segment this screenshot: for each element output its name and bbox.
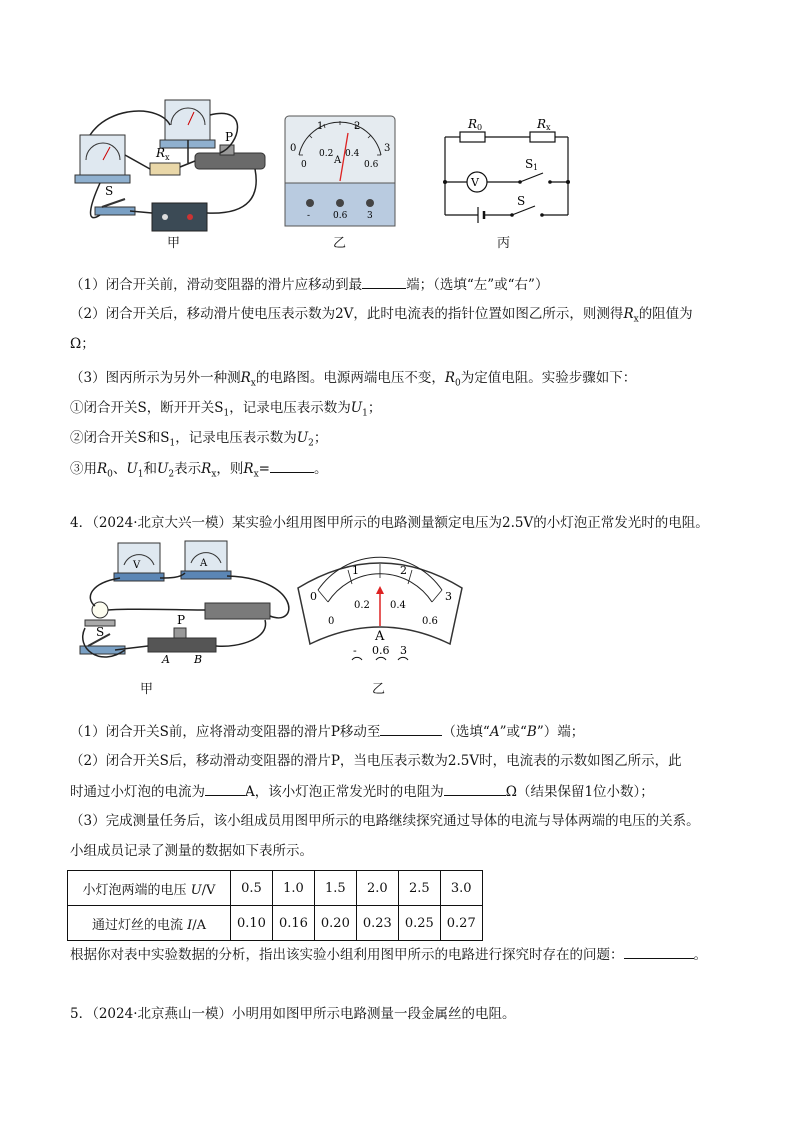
p3-step1: ①闭合开关S，断开开关$S_1$，记录电压表示数为$U_1$；: [70, 400, 382, 419]
v-symbol: V: [471, 176, 479, 189]
p4-top-scale-2: 2: [400, 564, 407, 577]
p4-terminal-3: 3: [400, 644, 407, 657]
voltage-header: 小灯泡两端的电压 U/V: [68, 871, 231, 906]
s1-sub: 1: [533, 163, 539, 172]
unit-label: A: [334, 155, 342, 166]
p5-header: 5．（2024·北京燕山一模）小明用如图甲所示电路测量一段金属丝的电阻。: [70, 1006, 516, 1022]
p-label: P: [225, 130, 234, 144]
table-cell: 0.16: [272, 906, 314, 941]
p4-q3-line1: （3）完成测量任务后，该小组成员用图甲所示的电路继续探究通过导体的电流与导体两端的电压的关系。: [70, 813, 700, 829]
p4-q1: （1）闭合开关S前，应将滑动变阻器的滑片P移动至 （选填“A”或“B”）端；: [70, 721, 584, 742]
p3-q2: （2）闭合开关后，移动滑片使电压表示数为2V，此时电流表的指针位置如图乙所示，则测得$R_x$的阻值为: [70, 306, 693, 325]
rx-sub: x: [165, 153, 170, 162]
top-scale-2: 2: [354, 121, 361, 132]
top-scale-1: 1: [317, 121, 324, 132]
rx-circuit-label: R: [537, 117, 547, 131]
fig4-caption-yi: 乙: [372, 682, 386, 697]
table-cell: 3.0: [440, 871, 482, 906]
s-label-4: S: [96, 625, 105, 639]
table-cell: 0.25: [398, 906, 440, 941]
p-label-4: P: [177, 613, 186, 627]
table-cell: 0.27: [440, 906, 482, 941]
figure3-yi-ammeter: [284, 115, 396, 227]
figure3-jia-apparatus: [70, 95, 280, 245]
fig4-caption-jia: 甲: [140, 682, 154, 697]
bottom-scale-1: 0.2: [319, 149, 334, 159]
table-cell: 0.5: [231, 871, 273, 906]
p4-q3-line2: 小组成员记录了测量的数据如下表所示。: [70, 843, 313, 859]
p4-top-scale-0: 0: [310, 590, 317, 603]
figure3-bing-circuit: [440, 115, 575, 225]
p3-q1: （1）闭合开关前，滑动变阻器的滑片应移动到最 端；（选填“左”或“右”）: [70, 274, 548, 295]
table-cell: 0.23: [356, 906, 398, 941]
data-table: [67, 870, 483, 941]
p4-header: 4．（2024·北京大兴一模）某实验小组用图甲所示的电路测量额定电压为2.5V的小灯泡正常发光时的电阻。: [70, 515, 709, 531]
p3-step3: ③用$R_0$、$U_1$和$U_2$表示$R_x$，则$R_x=$ 。: [70, 458, 327, 485]
terminal-minus: -: [307, 211, 311, 221]
p4-q2-line1: （2）闭合开关S后，移动滑动变阻器的滑片P，当电压表示数为2.5V时，电流表的示数如图乙所示，此: [70, 753, 682, 769]
fig3-caption-bing: 丙: [497, 236, 511, 251]
terminal-a-label: A: [162, 653, 170, 666]
p4-top-scale-1: 1: [352, 564, 359, 577]
s-label: S: [105, 184, 114, 198]
p4-bottom-scale-1: 0.2: [354, 600, 370, 611]
table-cell: 1.0: [272, 871, 314, 906]
v-label-4: V: [133, 560, 141, 571]
p4-bottom-scale-2: 0.4: [390, 600, 406, 611]
figure4-jia-apparatus: [70, 538, 295, 673]
bottom-scale-0: 0: [301, 160, 307, 170]
p3-step2: ②闭合开关S和$S_1$，记录电压表示数为$U_2$；: [70, 430, 328, 449]
r0-label: R: [468, 117, 478, 131]
figure4-yi-ammeter: [290, 548, 470, 688]
top-scale-3: 3: [384, 143, 391, 154]
bottom-scale-2: 0.4: [345, 149, 360, 159]
fig3-caption-jia: 甲: [167, 236, 181, 251]
table-cell: 2.0: [356, 871, 398, 906]
table-cell: 2.5: [398, 871, 440, 906]
p4-terminal-minus: -: [353, 644, 357, 657]
rx-circuit-sub: x: [546, 123, 551, 132]
rx-label: R: [156, 146, 166, 160]
table-cell: 0.10: [231, 906, 273, 941]
p4-bottom-scale-0: 0: [328, 616, 335, 627]
p3-q2-unit: Ω；: [70, 336, 95, 352]
table-cell: 0.20: [314, 906, 356, 941]
p4-bottom-scale-3: 0.6: [422, 616, 438, 627]
p4-top-scale-3: 3: [445, 590, 452, 603]
terminal-06: 0.6: [333, 211, 348, 221]
p4-terminal-06: 0.6: [372, 644, 390, 657]
table-cell: 1.5: [314, 871, 356, 906]
s-circuit-label: S: [517, 194, 526, 208]
r0-sub: 0: [477, 123, 483, 132]
s1-label: S: [525, 157, 534, 171]
a-label-4: A: [200, 558, 208, 569]
p4-q2-line2: 时通过小灯泡的电流为 A，该小灯泡正常发光时的电阻为 Ω（结果保留1位小数）；: [70, 781, 654, 802]
table-row-voltage: [68, 871, 483, 906]
table-row-current: [68, 906, 483, 941]
p3-q3: （3）图丙所示为另外一种测$R_x$的电路图。电源两端电压不变，$R_0$为定值电阻。实验步骤如下：: [70, 370, 637, 389]
p4-q4: 根据你对表中实验数据的分析，指出该实验小组利用图甲所示的电路进行探究时存在的问题： 。: [70, 944, 707, 965]
fig3-caption-yi: 乙: [333, 236, 347, 251]
terminal-b-label: B: [194, 653, 203, 666]
top-scale-0: 0: [290, 143, 297, 154]
terminal-3: 3: [367, 211, 373, 221]
p4-unit-label: A: [375, 629, 385, 644]
current-header: 通过灯丝的电流 I/A: [68, 906, 231, 941]
bottom-scale-3: 0.6: [364, 160, 379, 170]
